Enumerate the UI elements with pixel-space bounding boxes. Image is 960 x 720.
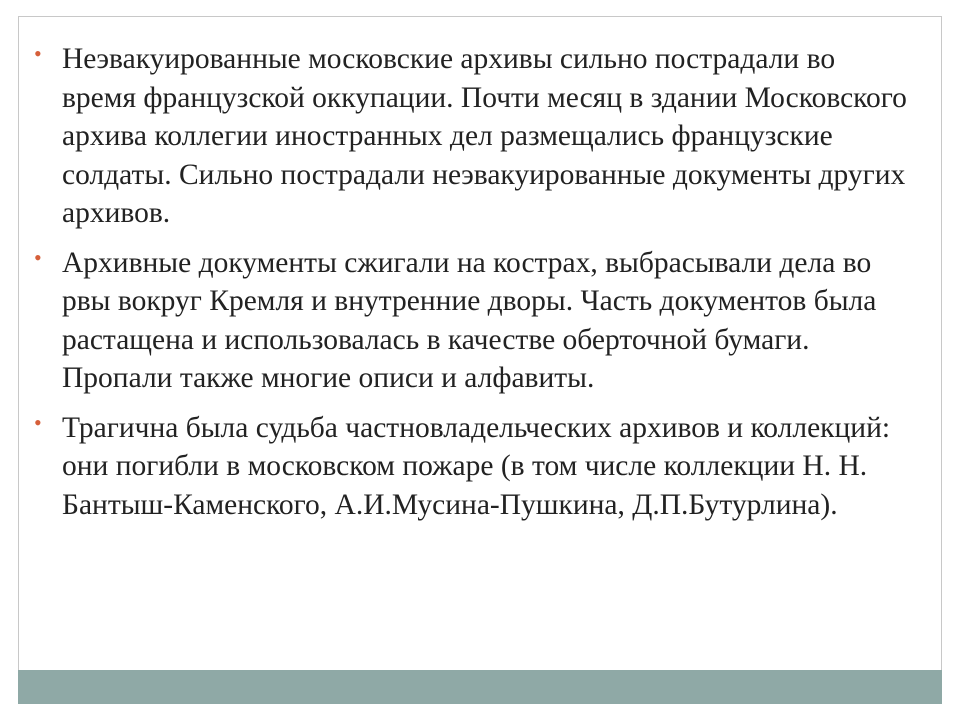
bullet-text: Трагична была судьба частновладельческих архивов и коллекций: они погибли в московском пожаре (в том числе коллекции Н. Н. Бантыш-Каменского, А.И.Мусина-Пушкина, Д.П.Бутурлина).	[62, 411, 891, 521]
bullet-item-3	[34, 409, 914, 525]
bullet-icon: •	[34, 244, 42, 270]
bullet-item-2	[34, 244, 914, 398]
bullet-list	[34, 40, 914, 535]
bullet-icon: •	[34, 409, 42, 435]
bullet-text: Архивные документы сжигали на кострах, выбрасывали дела во рвы вокруг Кремля и внутренние дворы. Часть документов была растащена и использовалась в качестве оберточной бумаги. Пропали также многие описи и алфавиты.	[62, 246, 877, 394]
bullet-item-1	[34, 40, 914, 233]
bullet-text: Неэвакуированные московские архивы сильно пострадали во время французской оккупации. Почти месяц в здании Московского архива коллегии иностранных дел размещались французские солдаты. Сильно пострадали неэвакуированные документы других архивов.	[62, 43, 907, 229]
bullet-icon: •	[34, 41, 42, 66]
footer-bar	[18, 670, 942, 704]
